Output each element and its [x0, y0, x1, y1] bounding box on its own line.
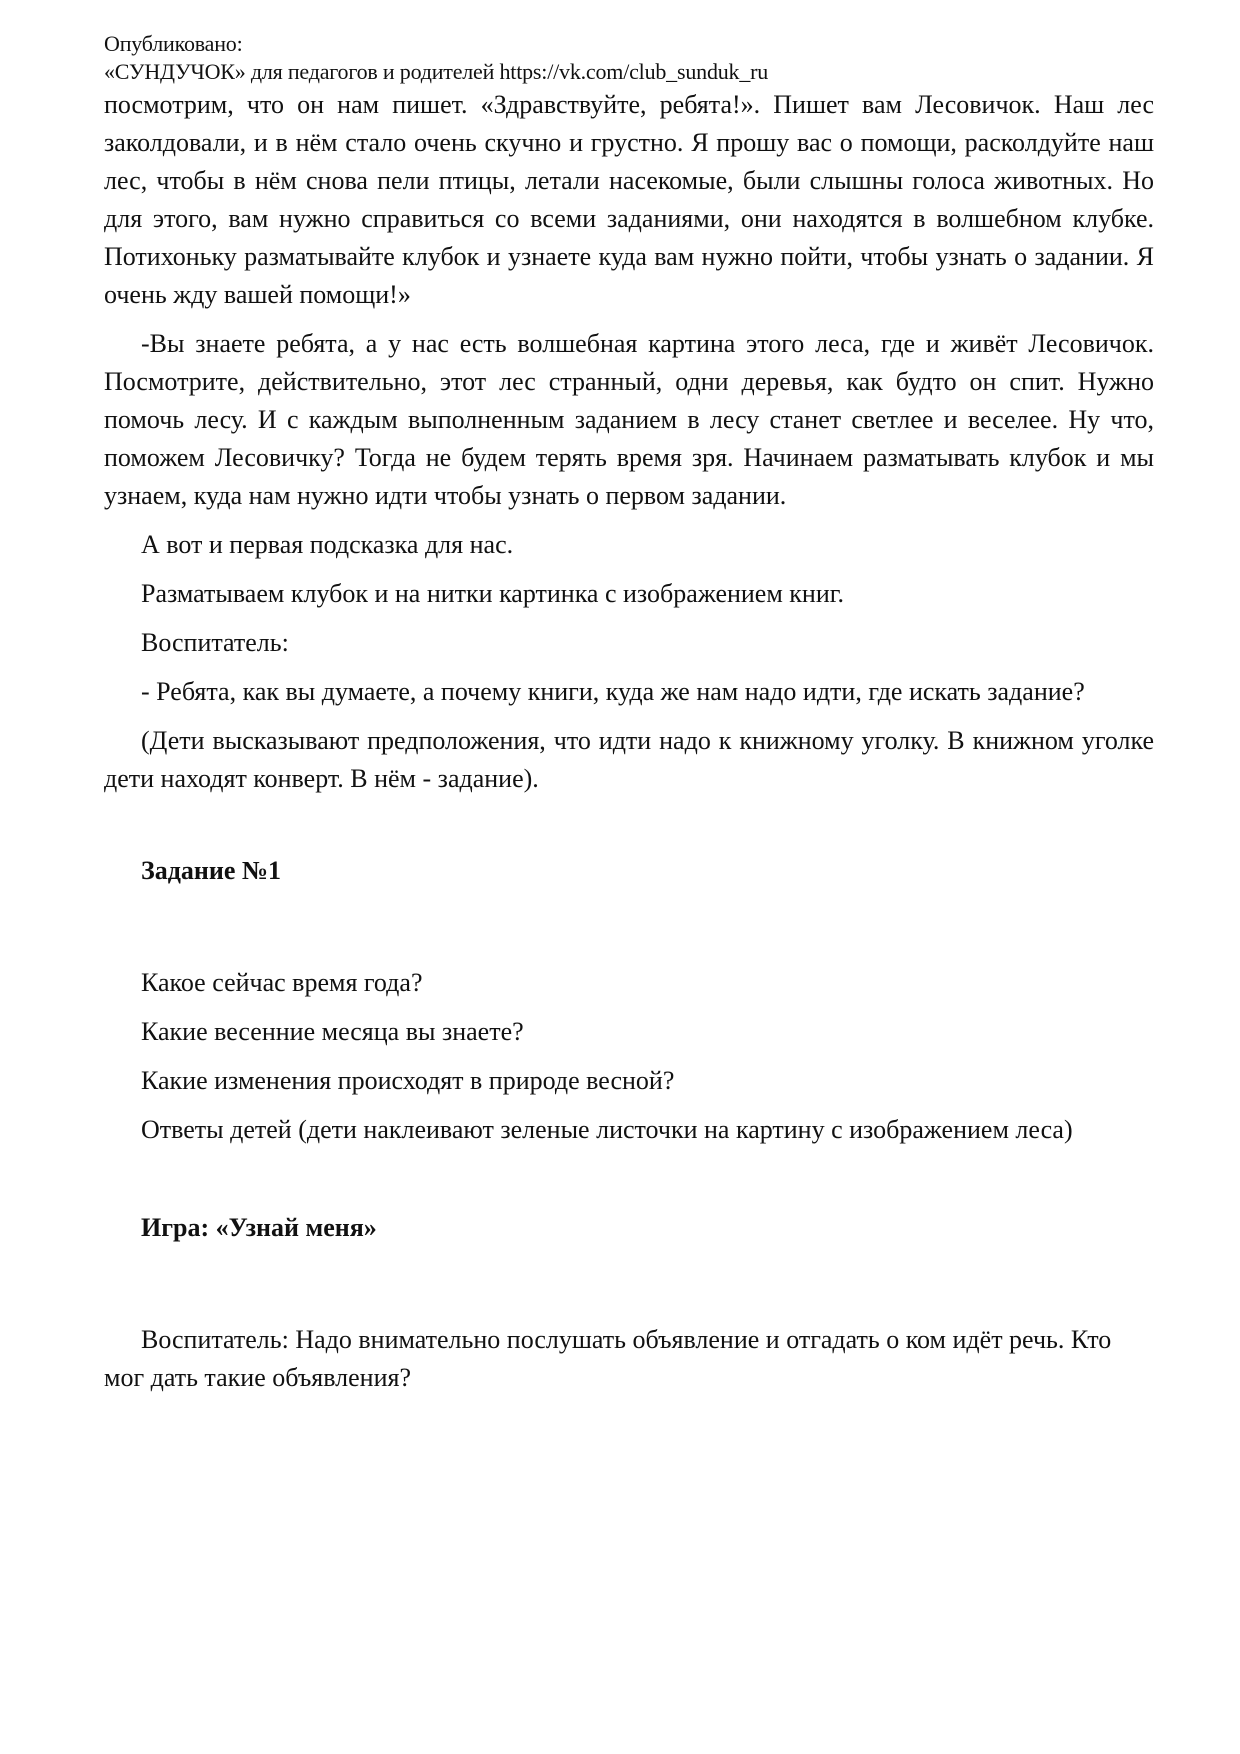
paragraph-letter: посмотрим, что он нам пишет. «Здравствуйте, ребята!». Пишет вам Лесовичок. Наш лес заколдовали, и в нём стало очень скучно и грустно. Я прошу вас о помощи, расколдуйте наш лес, чтобы в нём снова пели птицы, летали насекомые, были слышны голоса животных. Но для этого, вам нужно справиться со всеми заданиями, они находятся в волшебном клубке. Потихоньку разматывайте клубок и узнаете куда вам нужно пойти, чтобы узнать о задании. Я очень жду вашей помощи!» [104, 90, 1154, 309]
paragraph-magic-picture: -Вы знаете ребята, а у нас есть волшебная картина этого леса, где и живёт Лесовичок. Посмотрите, действительно, этот лес странный, одни деревья, как будто он спит. Нужно помочь лесу. И с каждым выполненным заданием в лесу станет светлее и веселее. Ну что, поможем Лесовичку? Тогда не будем терять время зря. Начинаем разматывать клубок и мы узнаем, куда нам нужно идти чтобы узнать о первом задании. [104, 329, 1154, 510]
paragraph-teacher-label: Воспитатель: [141, 628, 289, 657]
question-nature-changes: Какие изменения происходят в природе весной? [141, 1066, 675, 1095]
question-season: Какое сейчас время года? [141, 968, 423, 997]
paragraph-children-answers: Ответы детей (дети наклеивают зеленые листочки на картину с изображением леса) [141, 1115, 1073, 1144]
publication-header [104, 30, 1144, 86]
header-source-line: «СУНДУЧОК» для педагогов и родителей https://vk.com/club_sunduk_ru [104, 59, 769, 84]
paragraph-teacher-question: - Ребята, как вы думаете, а почему книги, куда же нам надо идти, где искать задание? [141, 677, 1085, 706]
heading-task-1: Задание №1 [141, 856, 282, 885]
question-spring-months: Какие весенние месяца вы знаете? [141, 1017, 524, 1046]
document-body [104, 86, 1154, 1408]
paragraph-first-hint: А вот и первая подсказка для нас. [141, 530, 514, 559]
heading-game-recognize-me: Игра: «Узнай меня» [141, 1213, 377, 1242]
paragraph-children-guess: (Дети высказывают предположения, что идти надо к книжному уголку. В книжном уголке дети находят конверт. В нём - задание). [104, 726, 1154, 793]
paragraph-teacher-announcement: Воспитатель: Надо внимательно послушать объявление и отгадать о ком идёт речь. Кто мог дать такие объявления? [104, 1325, 1112, 1392]
paragraph-unwind-ball: Разматываем клубок и на нитки картинка с изображением книг. [141, 579, 844, 608]
header-published-label: Опубликовано: [104, 31, 243, 56]
